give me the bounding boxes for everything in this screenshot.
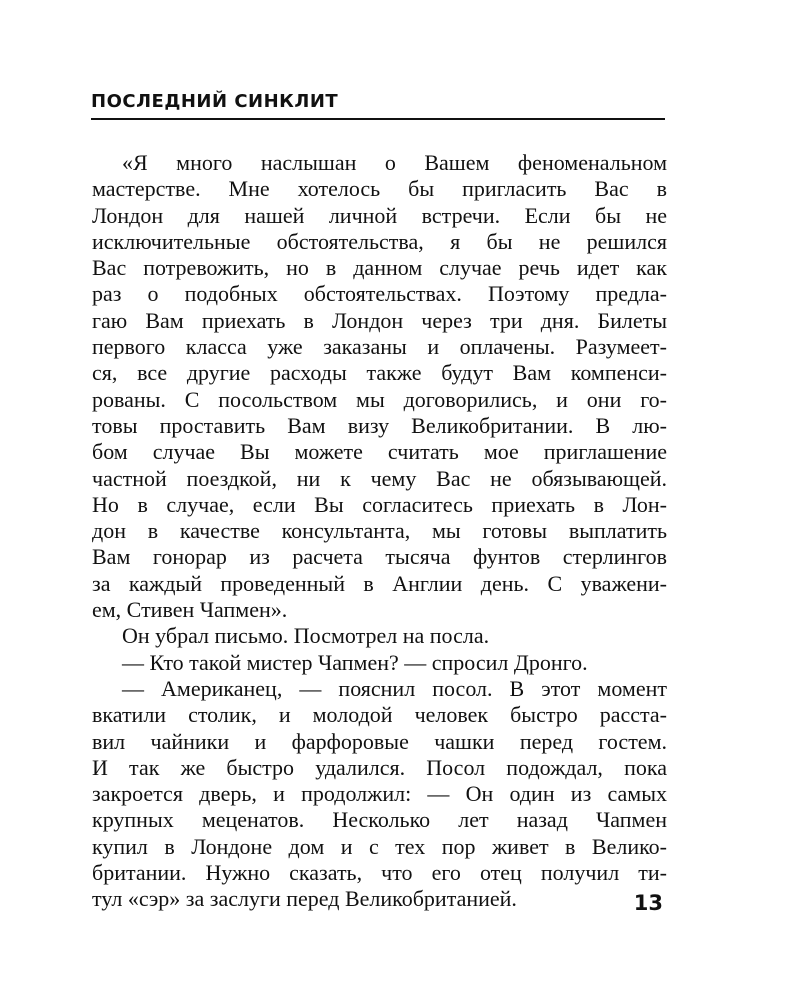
text-line: товы проставить Вам визу Великобритании. В лю-	[92, 412, 667, 438]
text-line: Лондон для нашей личной встречи. Если бы не	[92, 202, 667, 228]
text-line: бом случае Вы можете считать мое приглашение	[92, 439, 667, 465]
text-line: Он убрал письмо. Посмотрел на посла.	[122, 623, 490, 649]
header-divider	[91, 118, 665, 120]
text-line: — Кто такой мистер Чапмен? — спросил Дронго.	[122, 649, 588, 675]
text-line: раз о подобных обстоятельствах. Поэтому предла-	[92, 281, 667, 307]
text-line: — Американец, — пояснил посол. В этот момент	[122, 675, 667, 701]
text-line: частной поездкой, ни к чему Вас не обязывающей.	[92, 465, 667, 491]
text-line: Вас потревожить, но в данном случае речь идет как	[92, 255, 667, 281]
text-line: дон в качестве консультанта, мы готовы выплатить	[92, 518, 667, 544]
page-body	[92, 150, 667, 913]
text-line: рованы. С посольством мы договорились, и они го-	[92, 386, 667, 412]
text-line: «Я много наслышан о Вашем феноменальном	[122, 150, 667, 175]
text-line: первого класса уже заказаны и оплачены. Разумеет-	[92, 334, 667, 360]
running-header-title: ПОСЛЕДНИЙ СИНКЛИТ	[91, 91, 339, 112]
text-line: мастерстве. Мне хотелось бы пригласить Вас в	[92, 176, 667, 202]
text-line: ем, Стивен Чапмен».	[92, 597, 288, 623]
text-line: И так же быстро удалился. Посол подождал, пока	[92, 754, 667, 780]
text-line: гаю Вам приехать в Лондон через три дня. Билеты	[92, 307, 667, 333]
text-line: тул «сэр» за заслуги перед Великобританией.	[92, 886, 517, 912]
text-line: закроется дверь, и продолжил: — Он один из самых	[92, 781, 667, 807]
text-line: крупных меценатов. Несколько лет назад Чапмен	[92, 807, 667, 833]
text-line: за каждый проведенный в Англии день. С уважени-	[92, 570, 667, 596]
text-line: британии. Нужно сказать, что его отец получил ти-	[92, 860, 667, 886]
text-line: Вам гонорар из расчета тысяча фунтов стерлингов	[92, 544, 667, 570]
page-number: 13	[633, 891, 663, 915]
text-line: купил в Лондоне дом и с тех пор живет в Велико-	[92, 833, 667, 859]
text-line: Но в случае, если Вы согласитесь приехать в Лон-	[92, 491, 667, 517]
text-line: исключительные обстоятельства, я бы не решился	[92, 228, 667, 254]
text-line: вкатили столик, и молодой человек быстро расста-	[92, 702, 667, 728]
text-line: вил чайники и фарфоровые чашки перед гостем.	[92, 728, 667, 754]
text-line: ся, все другие расходы также будут Вам компенси-	[92, 360, 667, 386]
